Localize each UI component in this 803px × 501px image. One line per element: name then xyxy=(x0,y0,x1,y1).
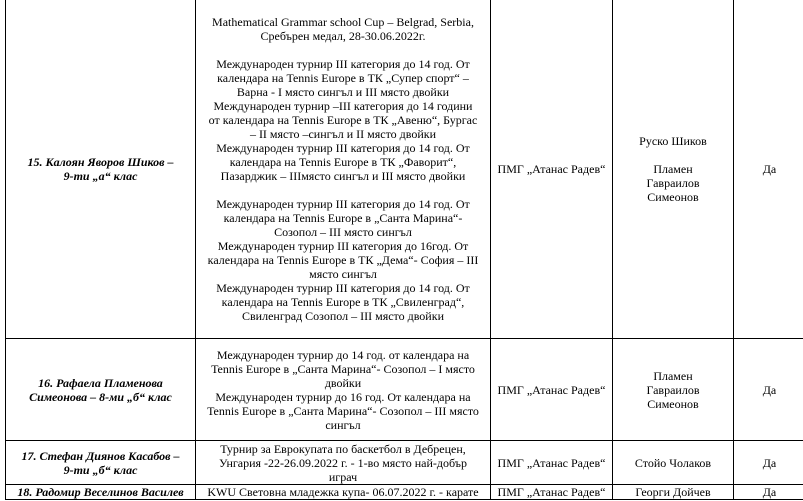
achievement-line: Сребърен медал, 28-30.06.2022г. xyxy=(260,29,426,43)
coach-name: Гавраилов xyxy=(646,175,700,190)
status-cell: Да xyxy=(734,0,803,339)
achievement-line: играч xyxy=(328,470,358,484)
achievement-line: Международен турнир III категория до 14 год. От xyxy=(216,197,470,211)
achievement-line: – II място –сингъл и II място двойки xyxy=(249,127,437,141)
achievement-line: KWU Световна младежка купа- 06.07.2022 г. - карате xyxy=(207,485,479,499)
coach-cell xyxy=(613,339,734,441)
school-cell: ПМГ „Атанас Радев“ xyxy=(491,339,613,441)
school-cell: ПМГ „Атанас Радев“ xyxy=(491,0,613,339)
coach-cell: Георги Дойчев xyxy=(613,485,734,500)
achievement-line: Свиленград Созопол – III място двойки xyxy=(242,309,444,323)
status-cell: Да xyxy=(734,339,803,441)
achievement-line: Tennis Europe в „Санта Марина“- Созопол – III място xyxy=(207,404,479,418)
school-cell: ПМГ „Атанас Радев“ xyxy=(491,441,613,485)
achievement-line: календара на Tennis Europe в ТК „Дема“- София – III xyxy=(207,253,479,267)
achievement-line: Международен турнир до 16 год. От календара на xyxy=(215,390,471,404)
table-row xyxy=(6,441,803,485)
coach-name: Гавраилов xyxy=(646,382,700,397)
achievement-line: Международен турнир III категория до 14 год. От xyxy=(216,57,470,71)
achievement-line: календара на Tennis Europe в ТК „Свиленград“, xyxy=(221,295,465,309)
achievement-line: Международен турнир III категория до 14 год. От xyxy=(216,281,470,295)
student-name: 18. Радомир Веселинов Василев xyxy=(17,485,184,499)
achievement-line: Международен турнир –III категория до 14 години xyxy=(213,99,473,113)
achievements-cell xyxy=(196,0,491,339)
table-row xyxy=(6,0,803,339)
status-cell: Да xyxy=(734,485,803,500)
coach-name: Симеонов xyxy=(647,189,699,204)
achievement-line: Mathematical Grammar school Cup – Belgrad, Serbia, xyxy=(212,15,474,29)
achievement-line: Международен турнир до 14 год. от календара на xyxy=(216,348,470,362)
achievement-line: календара на Tennis Europe в ТК „Фаворит“, xyxy=(229,155,457,169)
student-class: 9-ти „а“ клас xyxy=(63,168,138,183)
coach-name: Руско Шиков xyxy=(639,133,707,148)
student-cell xyxy=(6,485,196,500)
achievement-line: Международен турнир III категория до 14 год. От xyxy=(216,141,470,155)
achievement-line: Международен турнир III категория до 16год. От xyxy=(217,239,469,253)
achievement-line: място сингъл xyxy=(309,267,377,281)
achievement-line: Варна - I място сингъл и III място двойки xyxy=(236,85,450,99)
school-cell: ПМГ „Атанас Радев“ xyxy=(491,485,613,500)
student-class: 9-ти „б“ клас xyxy=(63,462,138,477)
achievement-line: календара на Tennis Europe в ТК „Супер спорт“ – xyxy=(217,71,469,85)
achievements-cell xyxy=(196,441,491,485)
student-cell xyxy=(6,0,196,339)
student-class: Симеонова – 8-ми „б“ клас xyxy=(29,389,172,404)
coach-name: Пламен xyxy=(653,161,693,176)
coach-name: Симеонов xyxy=(647,396,699,411)
achievements-cell xyxy=(196,339,491,441)
achievement-line: Созопол – III място сингъл xyxy=(274,225,412,239)
achievement-line: Пазарджик – IIIмясто сингъл и III място двойки xyxy=(220,169,466,183)
achievement-line: сингъл xyxy=(325,418,361,432)
achievement-line: календара на Tennis Europe в „Санта Марина“- xyxy=(223,211,463,225)
achievement-line: Унгария -22-26.09.2022 г. - 1-во място най-добър xyxy=(219,456,467,470)
student-cell xyxy=(6,339,196,441)
achievement-line: Tennis Europe в „Санта Марина“- Созопол – I място xyxy=(211,362,475,376)
table-row xyxy=(6,485,803,500)
student-cell xyxy=(6,441,196,485)
table-row xyxy=(6,339,803,441)
awards-table xyxy=(5,0,803,500)
status-cell: Да xyxy=(734,441,803,485)
achievement-line: двойки xyxy=(324,376,362,390)
coach-name: Пламен xyxy=(653,368,693,383)
student-name: 16. Рафаела Пламенова xyxy=(38,375,163,390)
achievement-line: Турнир за Еврокупата по баскетбол в Дебрецен, xyxy=(220,442,466,456)
student-name: 15. Калоян Яворов Шиков – xyxy=(27,154,174,169)
student-name: 17. Стефан Диянов Касабов – xyxy=(21,448,180,463)
coach-cell xyxy=(613,0,734,339)
achievements-cell xyxy=(196,485,491,500)
coach-cell: Стойо Чолаков xyxy=(613,441,734,485)
achievement-line: от календара на Tennis Europe в ТК „Авеню“, Бургас xyxy=(208,113,478,127)
